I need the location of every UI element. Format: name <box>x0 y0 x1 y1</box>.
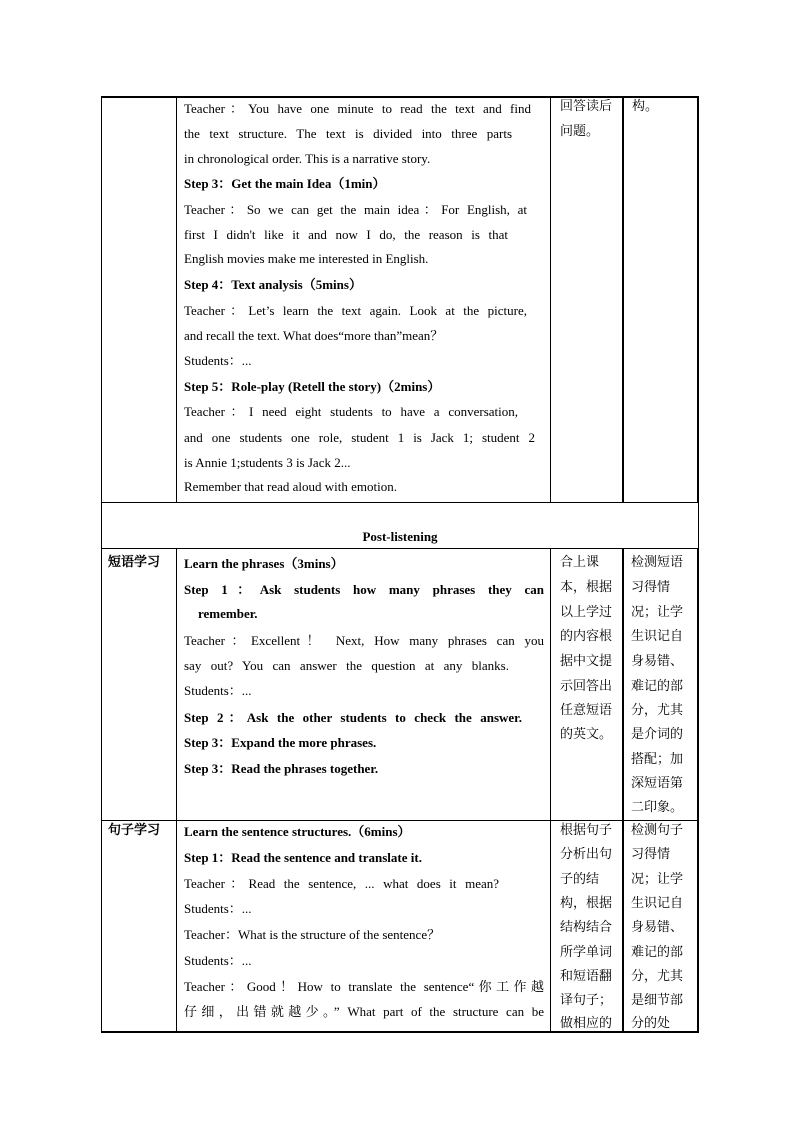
step-heading: Step 3：Expand the more phrases. <box>184 735 377 750</box>
column-text: 难记的部 <box>631 945 684 960</box>
col-divider <box>550 548 551 1032</box>
column-text: 况；让学 <box>631 605 684 620</box>
text-line: Teacher：Good！How to translate the sentence“你工作越 <box>184 979 544 994</box>
column-text: 检测短语 <box>631 555 684 570</box>
text-line: say out? You can answer the question at any blanks. <box>184 658 509 673</box>
step-heading: Step 4：Text analysis（5mins） <box>184 277 362 292</box>
text-line: Teacher：So we can get the main idea：For English, at <box>184 202 527 217</box>
col-divider <box>550 96 551 502</box>
column-text: 所学单词 <box>560 945 613 960</box>
text-line: Remember that read aloud with emotion. <box>184 479 397 494</box>
row-label: 句子学习 <box>108 823 161 838</box>
text-line: Teacher：Let’s learn the text again. Look at the picture, <box>184 303 527 318</box>
column-text: 身易错、 <box>631 920 684 935</box>
text-line: Students：... <box>184 953 252 968</box>
col-divider <box>176 96 177 502</box>
column-text: 根据句子 <box>560 823 613 838</box>
step-heading: remember. <box>198 606 258 621</box>
column-text: 生识记自 <box>631 629 684 644</box>
step-heading: Step 2：Ask the other students to check the answer. <box>184 710 522 725</box>
text-line: Teacher：I need eight students to have a conversation, <box>184 404 518 419</box>
column-text: 的英文。 <box>560 727 613 742</box>
column-text: 本，根据 <box>560 580 613 595</box>
column-text: 回答读后 <box>560 99 613 114</box>
step-heading: Step 3：Read the phrases together. <box>184 761 379 776</box>
step-heading: Step 3：Get the main Idea（1min） <box>184 176 386 191</box>
step-heading: Step 1：Ask students how many phrases they can <box>184 582 544 597</box>
col-divider <box>697 548 699 1032</box>
text-line: Students：... <box>184 683 252 698</box>
step-heading: Step 1：Read the sentence and translate it. <box>184 850 422 865</box>
column-text: 和短语翻 <box>560 969 613 984</box>
col-divider <box>101 548 102 1032</box>
text-line: first I didn't like it and now I do, the reason is that <box>184 227 508 242</box>
text-line: and recall the text. What does“more than”mean？ <box>184 328 444 343</box>
column-text: 分，尤其 <box>631 703 684 718</box>
column-text: 深短语第 <box>631 776 684 791</box>
column-text: 分的处 <box>631 1016 671 1031</box>
text-line: Teacher：You have one minute to read the text and find <box>184 101 531 116</box>
text-line: Students：... <box>184 353 252 368</box>
col-divider <box>176 548 177 1032</box>
section-header: Post-listening <box>362 529 438 544</box>
column-text: 合上课 <box>560 555 600 570</box>
column-text: 问题。 <box>560 124 600 139</box>
column-text: 构。 <box>632 99 659 114</box>
column-text: 任意短语 <box>560 703 613 718</box>
text-line: is Annie 1;students 3 is Jack 2... <box>184 455 351 470</box>
row-label: 短语学习 <box>108 555 161 570</box>
step-heading: Learn the phrases（3mins） <box>184 556 344 571</box>
text-line: Teacher：Read the sentence, ... what does it mean? <box>184 876 499 891</box>
row-divider <box>101 502 699 503</box>
text-line: and one students one role, student 1 is Jack 1; student 2 <box>184 430 535 445</box>
column-text: 习得情 <box>631 580 671 595</box>
column-text: 的内容根 <box>560 629 613 644</box>
column-text: 结构结合 <box>560 920 613 935</box>
col-divider <box>101 96 102 502</box>
column-text: 搭配；加 <box>631 752 684 767</box>
column-text: 身易错、 <box>631 654 684 669</box>
column-text: 是细节部 <box>631 993 684 1008</box>
column-text: 二印象。 <box>631 800 684 815</box>
column-text: 以上学过 <box>560 605 613 620</box>
step-heading: Learn the sentence structures.（6mins） <box>184 824 411 839</box>
col-divider <box>622 548 624 1032</box>
col-divider <box>622 96 624 502</box>
column-text: 分，尤其 <box>631 969 684 984</box>
column-text: 示回答出 <box>560 679 613 694</box>
column-text: 难记的部 <box>631 679 684 694</box>
text-line: English movies make me interested in English. <box>184 251 429 266</box>
text-line: Students：... <box>184 901 252 916</box>
text-line: 仔细，出错就越少。” What part of the structure can be <box>184 1004 544 1019</box>
column-text: 构，根据 <box>560 896 613 911</box>
column-text: 做相应的 <box>560 1016 613 1031</box>
column-text: 检测句子 <box>631 823 684 838</box>
col-divider <box>697 96 699 502</box>
column-text: 分析出句 <box>560 847 613 862</box>
column-text: 据中文提 <box>560 654 613 669</box>
column-text: 是介词的 <box>631 727 684 742</box>
text-line: the text structure. The text is divided into three parts <box>184 126 512 141</box>
column-text: 况；让学 <box>631 872 684 887</box>
step-heading: Step 5：Role-play (Retell the story)（2mins） <box>184 379 441 394</box>
column-text: 习得情 <box>631 847 671 862</box>
text-line: in chronological order. This is a narrative story. <box>184 151 431 166</box>
text-line: Teacher：Excellent！ Next, How many phrases can you <box>184 633 544 648</box>
column-text: 生识记自 <box>631 896 684 911</box>
text-line: Teacher：What is the structure of the sentence？ <box>184 927 441 942</box>
column-text: 译句子； <box>560 993 613 1008</box>
column-text: 子的结 <box>560 872 600 887</box>
